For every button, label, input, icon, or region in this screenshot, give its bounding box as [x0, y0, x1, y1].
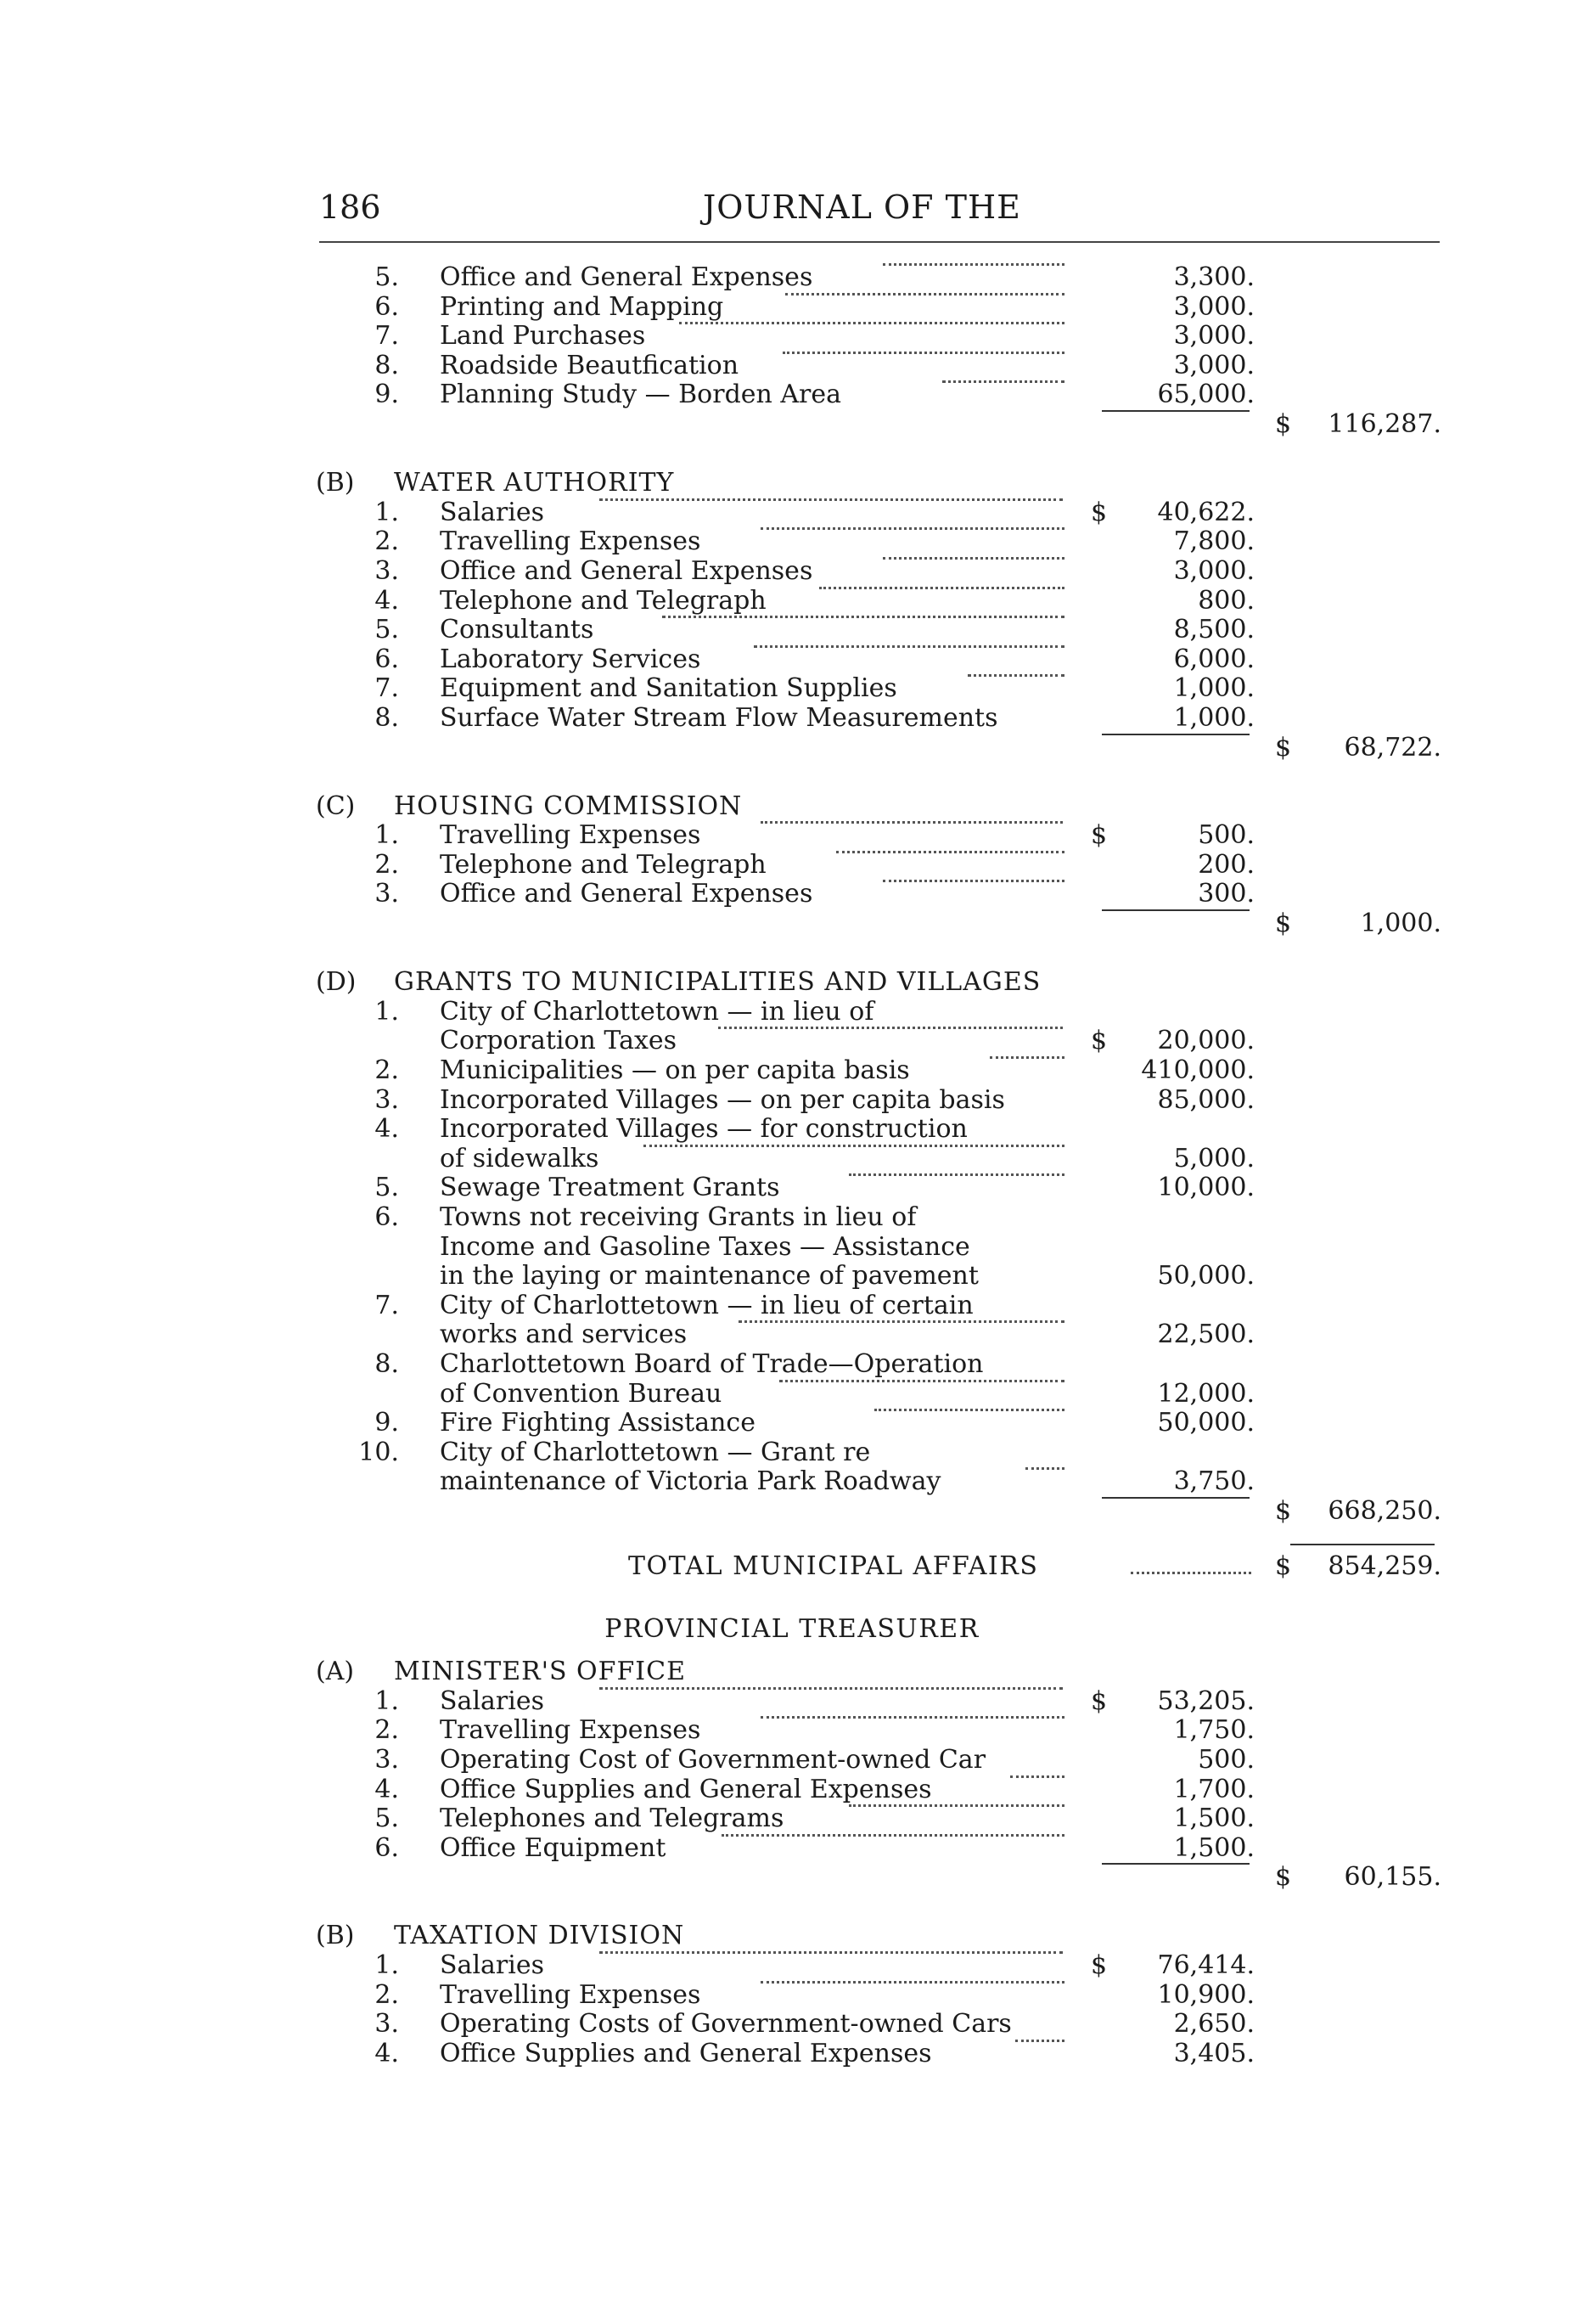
dollar-sign: $ [1275, 1862, 1292, 1893]
item-description: Office Equipment [440, 1832, 666, 1863]
item-number: 1. [374, 996, 399, 1027]
spacer [0, 440, 1584, 470]
item-number: 9. [374, 1408, 399, 1438]
list-item [0, 998, 1584, 1027]
item-amount: 8,500. [1173, 615, 1255, 645]
list-item [0, 1409, 1584, 1438]
dot-leader [662, 616, 1064, 618]
item-amount: 1,000. [1173, 673, 1255, 704]
item-number: 3. [374, 1744, 399, 1775]
section-total: 1,000. [1360, 909, 1441, 939]
item-number: 4. [374, 2038, 399, 2068]
item-amount: 200. [1198, 849, 1255, 880]
item-amount: 7,800. [1173, 526, 1255, 557]
dot-leader [1015, 2040, 1064, 2042]
section-heading: MINISTER'S OFFICE [394, 1657, 686, 1687]
list-item [0, 293, 1584, 323]
section-heading-row [0, 792, 1584, 822]
list-item [0, 1775, 1584, 1805]
item-description: Incorporated Villages — for construction [440, 1114, 968, 1145]
grand-total-row [0, 1544, 1584, 1590]
item-number: 3. [374, 2009, 399, 2040]
section-heading-row [0, 1657, 1584, 1687]
section-total: 116,287. [1328, 408, 1441, 439]
item-number: 1. [374, 497, 399, 527]
item-amount: 800. [1198, 585, 1255, 616]
list-item [0, 587, 1584, 616]
item-description: Printing and Mapping [440, 291, 724, 322]
grand-total-double-rule [1290, 1544, 1435, 1545]
item-amount: 40,622. [1157, 497, 1255, 527]
item-description: maintenance of Victoria Park Roadway [440, 1466, 941, 1497]
dollar-sign: $ [1275, 732, 1292, 762]
item-amount: 3,000. [1173, 555, 1255, 586]
grand-total-amount: 854,259. [1328, 1550, 1441, 1581]
section-letter: (D) [316, 967, 357, 998]
list-item [0, 498, 1584, 528]
list-item-continuation [0, 1233, 1584, 1263]
item-number: 7. [374, 673, 399, 704]
item-number: 5. [374, 262, 399, 292]
item-number: 5. [374, 1803, 399, 1834]
dot-leader [643, 1145, 1064, 1147]
item-description: Fire Fighting Assistance [440, 1408, 755, 1438]
item-amount: 2,650. [1173, 2009, 1255, 2040]
dot-leader [599, 1951, 1063, 1954]
dollar-sign: $ [1091, 1026, 1108, 1056]
list-item [0, 2010, 1584, 2040]
dot-leader [849, 1173, 1064, 1176]
item-description: Incorporated Villages — on per capita basis [440, 1084, 1005, 1115]
list-item [0, 1350, 1584, 1380]
list-item-continuation [0, 1027, 1584, 1056]
dot-leader [874, 1409, 1064, 1411]
item-description: City of Charlottetown — in lieu of certain [440, 1290, 974, 1320]
list-item [0, 263, 1584, 293]
dot-leader [754, 645, 1064, 648]
dot-leader [1010, 1775, 1064, 1778]
item-amount: 300. [1198, 879, 1255, 909]
subtotal-rule [1102, 1863, 1250, 1865]
item-description: Sewage Treatment Grants [440, 1173, 780, 1203]
spacer [0, 939, 1584, 969]
item-description: Telephone and Telegraph [440, 585, 767, 616]
item-description: Income and Gasoline Taxes — Assistance [440, 1231, 970, 1262]
item-description: Municipalities — on per capita basis [440, 1055, 910, 1086]
item-amount: 50,000. [1157, 1261, 1255, 1291]
item-description: Roadside Beautfication [440, 350, 739, 380]
section-heading: GRANTS TO MUNICIPALITIES AND VILLAGES [394, 967, 1042, 998]
item-amount: 50,000. [1157, 1408, 1255, 1438]
list-item [0, 851, 1584, 881]
list-item-continuation [0, 1145, 1584, 1174]
dot-leader [990, 1056, 1064, 1059]
item-amount: 1,500. [1173, 1832, 1255, 1863]
item-description: Land Purchases [440, 321, 646, 352]
item-number: 4. [374, 1774, 399, 1804]
subtotal-row [0, 909, 1584, 939]
list-item [0, 1716, 1584, 1746]
department-title-row [0, 1615, 1584, 1645]
item-description: City of Charlottetown — Grant re [440, 1437, 871, 1467]
list-item-continuation [0, 1320, 1584, 1350]
item-number: 6. [374, 1202, 399, 1232]
item-description: Travelling Expenses [440, 820, 701, 851]
list-item [0, 1438, 1584, 1468]
grand-total-label: TOTAL MUNICIPAL AFFAIRS [628, 1550, 1039, 1581]
item-description: Travelling Expenses [440, 1979, 701, 2010]
dot-leader [761, 527, 1064, 530]
subtotal-row [0, 1497, 1584, 1527]
header-rule [319, 241, 1440, 243]
item-description: Charlottetown Board of Trade—Operation [440, 1348, 984, 1379]
page-number: 186 [319, 189, 381, 226]
list-item [0, 352, 1584, 381]
list-item [0, 1981, 1584, 2011]
list-item [0, 1291, 1584, 1321]
dollar-sign: $ [1091, 497, 1108, 527]
item-number: 6. [374, 291, 399, 322]
dot-leader [761, 1716, 1064, 1719]
item-number: 1. [374, 1950, 399, 1981]
section-heading: WATER AUTHORITY [394, 468, 675, 498]
dot-leader [968, 674, 1064, 677]
item-number: 1. [374, 1685, 399, 1716]
dollar-sign: $ [1091, 1950, 1108, 1981]
item-number: 3. [374, 555, 399, 586]
item-description: Salaries [440, 1685, 545, 1716]
item-description: Office Supplies and General Expenses [440, 1774, 932, 1804]
item-description: Office and General Expenses [440, 262, 813, 292]
item-amount: 76,414. [1157, 1950, 1255, 1981]
dot-leader [883, 880, 1064, 882]
item-number: 2. [374, 526, 399, 557]
list-item [0, 557, 1584, 587]
item-amount: 500. [1198, 1744, 1255, 1775]
item-number: 7. [374, 1290, 399, 1320]
list-item [0, 1804, 1584, 1834]
section-heading: HOUSING COMMISSION [394, 791, 743, 821]
item-amount: 12,000. [1157, 1378, 1255, 1409]
dot-leader [883, 263, 1064, 266]
dollar-sign: $ [1275, 408, 1292, 439]
item-number: 2. [374, 1979, 399, 2010]
item-amount: 10,000. [1157, 1173, 1255, 1203]
dot-leader [819, 587, 1064, 589]
item-description: works and services [440, 1320, 688, 1350]
list-item [0, 322, 1584, 352]
dot-leader [779, 1380, 1064, 1382]
list-item [0, 645, 1584, 675]
dot-leader [679, 322, 1064, 324]
page-content [0, 263, 1584, 2068]
spacer [0, 762, 1584, 792]
dot-leader [785, 293, 1064, 295]
item-amount: 1,500. [1173, 1803, 1255, 1834]
spacer [0, 1590, 1584, 1615]
dot-leader [722, 1834, 1064, 1837]
dot-leader [849, 1804, 1064, 1807]
dollar-sign: $ [1275, 1495, 1292, 1526]
item-amount: 22,500. [1157, 1320, 1255, 1350]
item-number: 2. [374, 1715, 399, 1746]
item-number: 3. [374, 879, 399, 909]
item-number: 1. [374, 820, 399, 851]
section-heading-row [0, 469, 1584, 498]
item-number: 8. [374, 1348, 399, 1379]
item-description: of sidewalks [440, 1143, 599, 1173]
dot-leader [942, 380, 1064, 383]
item-description: Travelling Expenses [440, 526, 701, 557]
list-item-continuation [0, 1467, 1584, 1497]
item-description: Corporation Taxes [440, 1026, 677, 1056]
list-item [0, 1056, 1584, 1086]
item-amount: 410,000. [1141, 1055, 1255, 1086]
subtotal-rule [1102, 410, 1250, 412]
item-number: 6. [374, 644, 399, 674]
subtotal-rule [1102, 909, 1250, 911]
item-description: Office Supplies and General Expenses [440, 2038, 932, 2068]
section-letter: (C) [316, 791, 356, 821]
item-description: Planning Study — Borden Area [440, 380, 842, 410]
item-description: Operating Costs of Government-owned Cars [440, 2009, 1012, 2040]
item-number: 2. [374, 1055, 399, 1086]
section-heading: TAXATION DIVISION [394, 1921, 685, 1951]
department-title: PROVINCIAL TREASURER [604, 1613, 980, 1644]
section-letter: (B) [316, 1921, 355, 1951]
item-description: Telephones and Telegrams [440, 1803, 784, 1834]
item-description: of Convention Bureau [440, 1378, 722, 1409]
section-letter: (B) [316, 468, 355, 498]
item-amount: 3,000. [1173, 321, 1255, 352]
item-amount: 1,700. [1173, 1774, 1255, 1804]
list-item [0, 1173, 1584, 1203]
item-number: 5. [374, 615, 399, 645]
dot-leader [761, 1981, 1064, 1984]
dollar-sign: $ [1091, 1685, 1108, 1716]
item-amount: 10,900. [1157, 1979, 1255, 2010]
item-amount: 3,300. [1173, 262, 1255, 292]
item-amount: 6,000. [1173, 644, 1255, 674]
item-description: Operating Cost of Government-owned Car [440, 1744, 986, 1775]
section-letter: (A) [316, 1657, 355, 1687]
item-description: City of Charlottetown — in lieu of [440, 996, 874, 1027]
item-amount: 3,000. [1173, 350, 1255, 380]
dot-leader [739, 1320, 1064, 1323]
list-item [0, 1687, 1584, 1717]
item-description: Surface Water Stream Flow Measurements [440, 702, 998, 733]
list-item-continuation [0, 1380, 1584, 1410]
item-number: 4. [374, 1114, 399, 1145]
section-heading-row [0, 968, 1584, 998]
item-amount: 3,750. [1173, 1466, 1255, 1497]
item-amount: 3,000. [1173, 291, 1255, 322]
spacer [0, 1527, 1584, 1544]
item-amount: 53,205. [1157, 1685, 1255, 1716]
item-amount: 85,000. [1157, 1084, 1255, 1115]
item-description: Office and General Expenses [440, 879, 813, 909]
item-description: Towns not receiving Grants in lieu of [440, 1202, 917, 1232]
item-amount: 1,000. [1173, 702, 1255, 733]
item-amount: 3,405. [1173, 2038, 1255, 2068]
item-number: 3. [374, 1084, 399, 1115]
subtotal-row [0, 1863, 1584, 1893]
item-number: 2. [374, 849, 399, 880]
dollar-sign: $ [1275, 1550, 1292, 1581]
subtotal-row [0, 410, 1584, 440]
dot-leader [1025, 1467, 1064, 1470]
item-description: Salaries [440, 1950, 545, 1981]
item-description: Telephone and Telegraph [440, 849, 767, 880]
item-description: Equipment and Sanitation Supplies [440, 673, 897, 704]
list-item [0, 1203, 1584, 1233]
item-amount: 500. [1198, 820, 1255, 851]
dot-leader [718, 1027, 1063, 1029]
item-amount: 20,000. [1157, 1026, 1255, 1056]
spacer [0, 1644, 1584, 1657]
item-number: 10. [358, 1437, 399, 1467]
item-amount: 1,750. [1173, 1715, 1255, 1746]
section-total: 60,155. [1344, 1862, 1441, 1893]
item-number: 7. [374, 321, 399, 352]
section-total: 68,722. [1344, 732, 1441, 762]
section-total: 668,250. [1328, 1495, 1441, 1526]
subtotal-row [0, 734, 1584, 763]
item-number: 6. [374, 1832, 399, 1863]
list-item [0, 616, 1584, 645]
item-amount: 65,000. [1157, 380, 1255, 410]
subtotal-rule [1102, 1497, 1250, 1499]
item-number: 8. [374, 702, 399, 733]
item-description: Salaries [440, 497, 545, 527]
item-amount: 5,000. [1173, 1143, 1255, 1173]
item-description: Travelling Expenses [440, 1715, 701, 1746]
spacer [0, 1893, 1584, 1922]
list-item [0, 821, 1584, 851]
item-description: Consultants [440, 615, 594, 645]
running-head: JOURNAL OF THE [703, 189, 1021, 226]
list-item [0, 2040, 1584, 2069]
list-item [0, 704, 1584, 734]
item-number: 8. [374, 350, 399, 380]
section-heading-row [0, 1922, 1584, 1951]
list-item [0, 1951, 1584, 1981]
item-description: in the laying or maintenance of pavement [440, 1261, 979, 1291]
dot-leader [599, 498, 1063, 501]
dot-leader [1131, 1572, 1251, 1574]
dot-leader [836, 851, 1064, 853]
list-item [0, 1746, 1584, 1775]
list-item-continuation [0, 1262, 1584, 1291]
item-number: 9. [374, 380, 399, 410]
list-item [0, 1834, 1584, 1864]
dot-leader [883, 557, 1064, 560]
list-item [0, 380, 1584, 410]
item-description: Laboratory Services [440, 644, 701, 674]
list-item [0, 1115, 1584, 1145]
list-item [0, 880, 1584, 909]
item-number: 4. [374, 585, 399, 616]
dollar-sign: $ [1275, 909, 1292, 939]
dot-leader [783, 352, 1064, 354]
list-item [0, 674, 1584, 704]
item-number: 5. [374, 1173, 399, 1203]
list-item [0, 1086, 1584, 1116]
dot-leader [761, 821, 1063, 824]
dot-leader [599, 1687, 1063, 1690]
subtotal-rule [1102, 734, 1250, 735]
list-item [0, 527, 1584, 557]
item-description: Office and General Expenses [440, 555, 813, 586]
dollar-sign: $ [1091, 820, 1108, 851]
